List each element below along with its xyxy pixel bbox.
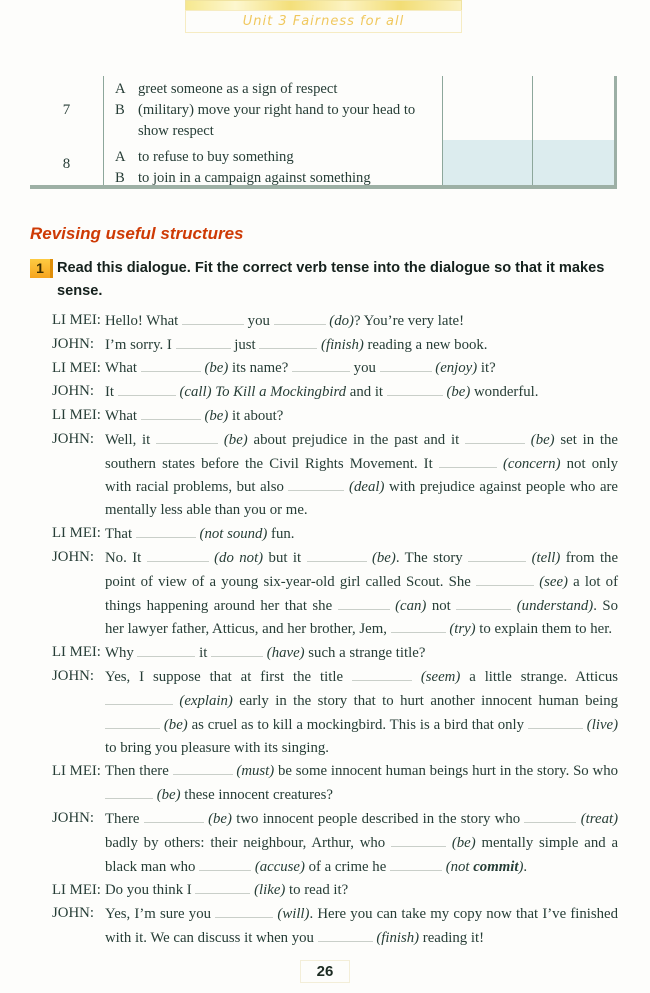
option-text: to refuse to buy something xyxy=(138,149,294,165)
dialogue-turn xyxy=(52,309,618,333)
verb-hint: (tell) xyxy=(531,549,561,566)
table-divider xyxy=(532,76,533,185)
answer-blank xyxy=(307,546,367,562)
dialogue-turn xyxy=(52,665,618,759)
speaker-label: LI MEI: xyxy=(52,644,101,661)
row-number: 7 xyxy=(62,102,71,118)
dialogue-turn xyxy=(52,522,618,546)
dialogue-turn xyxy=(52,333,618,357)
verb-hint: (be) xyxy=(156,787,181,804)
unit-title-box xyxy=(185,10,462,33)
verb-hint: (must) xyxy=(236,763,275,780)
dialogue-turn xyxy=(52,357,618,381)
option-label: A xyxy=(115,81,126,97)
verb-hint: (do not) xyxy=(214,549,264,566)
verb-hint: (enjoy) xyxy=(435,360,478,377)
answer-blank xyxy=(318,926,373,942)
dialogue-turn xyxy=(52,404,618,428)
book-title: To Kill a Mockingbird xyxy=(215,384,347,401)
answer-blank xyxy=(105,783,153,799)
verb-hint: (will) xyxy=(277,906,310,923)
option-label: B xyxy=(115,102,125,118)
verb-hint: (be) xyxy=(223,431,248,448)
verb-hint: (not sound) xyxy=(199,526,268,543)
section-heading: Revising useful structures xyxy=(30,224,244,243)
answer-blank xyxy=(352,665,412,681)
verb-hint: (be) xyxy=(204,360,229,377)
verb-hint: (be) xyxy=(371,549,396,566)
option-item xyxy=(115,168,433,189)
answer-blank xyxy=(147,546,209,562)
speaker-label: LI MEI: xyxy=(52,407,101,424)
verb-hint: (explain) xyxy=(179,692,233,709)
verb-hint: (concern) xyxy=(503,455,561,472)
option-item xyxy=(115,147,433,168)
answer-blank xyxy=(156,428,218,444)
speaker-label: JOHN: xyxy=(52,810,94,827)
table-divider xyxy=(103,76,104,185)
dialogue-text: Hello! What you (do)? You’re very late! xyxy=(105,313,464,329)
answer-blank xyxy=(380,357,432,373)
speaker-label: JOHN: xyxy=(52,335,94,352)
speaker-label: JOHN: xyxy=(52,430,94,447)
dialogue-text: Well, it (be) about prejudice in the past and it (be) set in the southern states before the Civil Rights Movement. It (concern) not only with racial problems, but also (deal) with prejudice against people who are mentally less able than you or me. xyxy=(105,432,618,519)
dialogue-turn xyxy=(52,641,618,665)
exercise-number-badge: 1 xyxy=(30,259,53,278)
dialogue-text: No. It (do not) but it (be). The story (tell) from the point of view of a young six-year-old girl called Scout. She (see) a lot of things happening around her that she (can) not (understand). So her lawyer father, Atticus, and her brother, Jem, (try) to explain them to her. xyxy=(105,550,618,637)
answer-blank xyxy=(524,807,576,823)
verb-hint: (call) xyxy=(179,384,212,401)
dialogue-text: Why it (have) such a strange title? xyxy=(105,645,425,661)
dialogue-text: It (call) To Kill a Mockingbird and it (be) wonderful. xyxy=(105,384,539,400)
unit-banner xyxy=(185,0,462,33)
answer-blank xyxy=(390,855,442,871)
answer-blank xyxy=(274,309,326,325)
verb-hint: (be) xyxy=(530,431,555,448)
answer-blank xyxy=(136,522,196,538)
verb-hint: (be) xyxy=(204,407,229,424)
verb-hint: (not xyxy=(445,858,474,875)
answer-blank xyxy=(259,333,317,349)
dialogue-turn xyxy=(52,879,618,903)
dialogue-text: What (be) it about? xyxy=(105,408,283,424)
row-number: 8 xyxy=(62,156,71,172)
speaker-label: JOHN: xyxy=(52,549,94,566)
answer-blank xyxy=(105,689,173,705)
dialogue-text: There (be) two innocent people described in the story who (treat) badly by others: their neighbour, Arthur, who (be) mentally simple and a black man who (accuse) of a crime he (not commit). xyxy=(105,811,618,875)
verb-hint-bold: commit xyxy=(473,858,519,875)
verb-hint: (understand) xyxy=(516,597,594,614)
table-options-column xyxy=(115,79,433,189)
unit-banner-strip xyxy=(185,0,462,10)
dialogue-text: That (not sound) fun. xyxy=(105,526,294,542)
answer-blank xyxy=(288,476,344,492)
dialogue-turn xyxy=(52,760,618,808)
verb-hint: ) xyxy=(518,858,524,875)
answer-blank xyxy=(338,594,390,610)
dialogue-text: I’m sorry. I just (finish) reading a new book. xyxy=(105,337,487,353)
dialogue xyxy=(52,309,618,950)
answer-blank xyxy=(141,404,201,420)
verb-hint: (be) xyxy=(208,810,232,827)
dialogue-turn xyxy=(52,428,618,522)
dialogue-turn xyxy=(52,902,618,950)
matching-table xyxy=(30,76,617,189)
verb-hint: (can) xyxy=(395,597,427,614)
option-text: greet someone as a sign of respect xyxy=(138,81,338,97)
verb-hint: (live) xyxy=(586,716,619,733)
answer-blank xyxy=(465,428,525,444)
answer-blank xyxy=(137,641,195,657)
speaker-label: JOHN: xyxy=(52,668,94,685)
verb-hint: (like) xyxy=(254,882,286,899)
verb-hint: (be) xyxy=(446,384,471,401)
option-label: A xyxy=(115,149,126,165)
verb-hint: (finish) xyxy=(376,929,420,946)
answer-blank xyxy=(105,713,160,729)
answer-blank xyxy=(439,452,497,468)
verb-hint: (do) xyxy=(329,312,354,329)
verb-hint: (be) xyxy=(163,716,188,733)
answer-blank xyxy=(215,902,273,918)
option-label: B xyxy=(115,170,125,186)
option-text: to join in a campaign against something xyxy=(138,170,371,186)
dialogue-turn xyxy=(52,546,618,641)
table-row xyxy=(115,147,433,189)
answer-blank xyxy=(528,713,583,729)
answer-blank xyxy=(476,570,534,586)
answer-blank xyxy=(391,831,446,847)
exercise-instruction: Read this dialogue. Fit the correct verb tense into the dialogue so that it makes sense. xyxy=(57,260,605,299)
answer-blank xyxy=(141,357,201,373)
dialogue-turn xyxy=(52,807,618,878)
dialogue-text: Yes, I’m sure you (will). Here you can take my copy now that I’ve finished with it. We can discuss it when you (finish) reading it! xyxy=(105,906,618,946)
answer-blank xyxy=(199,855,251,871)
unit-title: Unit 3 Fairness for all xyxy=(242,14,405,29)
answer-blank xyxy=(176,333,231,349)
verb-hint: (see) xyxy=(539,573,568,590)
option-item xyxy=(115,100,433,142)
answer-blank xyxy=(182,309,244,325)
verb-hint: (finish) xyxy=(321,336,364,353)
answer-blank xyxy=(195,879,250,895)
verb-hint: (have) xyxy=(266,645,305,662)
dialogue-turn xyxy=(52,380,618,404)
answer-blank xyxy=(387,380,443,396)
verb-hint: (seem) xyxy=(420,668,461,685)
verb-hint: (deal) xyxy=(349,479,385,496)
dialogue-text: Yes, I suppose that at first the title (seem) a little strange. Atticus (explain) early in the story that to hurt another innocent human being (be) as cruel as to kill a mockingbird. This is a bird that only (live) to bring you pleasure with its singing. xyxy=(105,669,618,756)
dialogue-text: What (be) its name? you (enjoy) it? xyxy=(105,360,496,376)
speaker-label: LI MEI: xyxy=(52,881,101,898)
answer-blank xyxy=(468,546,526,562)
speaker-label: LI MEI: xyxy=(52,359,101,376)
answer-blank xyxy=(391,618,446,634)
answer-blank xyxy=(173,760,233,776)
page-number: 26 xyxy=(300,960,351,983)
answer-blank xyxy=(211,641,263,657)
answer-blank xyxy=(292,357,350,373)
dialogue-text: Then there (must) be some innocent human beings hurt in the story. So who (be) these innocent creatures? xyxy=(105,763,618,803)
page-footer xyxy=(0,960,650,983)
exercise-header xyxy=(30,257,622,303)
verb-hint: (accuse) xyxy=(254,858,305,875)
table-right-border xyxy=(614,76,617,185)
table-row xyxy=(115,79,433,142)
speaker-label: LI MEI: xyxy=(52,762,101,779)
verb-hint: (treat) xyxy=(580,810,619,827)
speaker-label: LI MEI: xyxy=(52,312,101,328)
answer-blank xyxy=(118,380,176,396)
speaker-label: JOHN: xyxy=(52,905,94,922)
verb-hint: (try) xyxy=(449,621,476,638)
table-cell-highlight xyxy=(443,140,614,185)
answer-blank xyxy=(144,807,204,823)
verb-hint: (be) xyxy=(451,834,476,851)
table-divider xyxy=(442,76,443,185)
speaker-label: JOHN: xyxy=(52,383,94,400)
speaker-label: LI MEI: xyxy=(52,525,101,542)
answer-blank xyxy=(456,594,511,610)
option-text: (military) move your right hand to your head to show respect xyxy=(138,102,416,139)
dialogue-text: Do you think I (like) to read it? xyxy=(105,882,348,898)
option-item xyxy=(115,79,433,100)
